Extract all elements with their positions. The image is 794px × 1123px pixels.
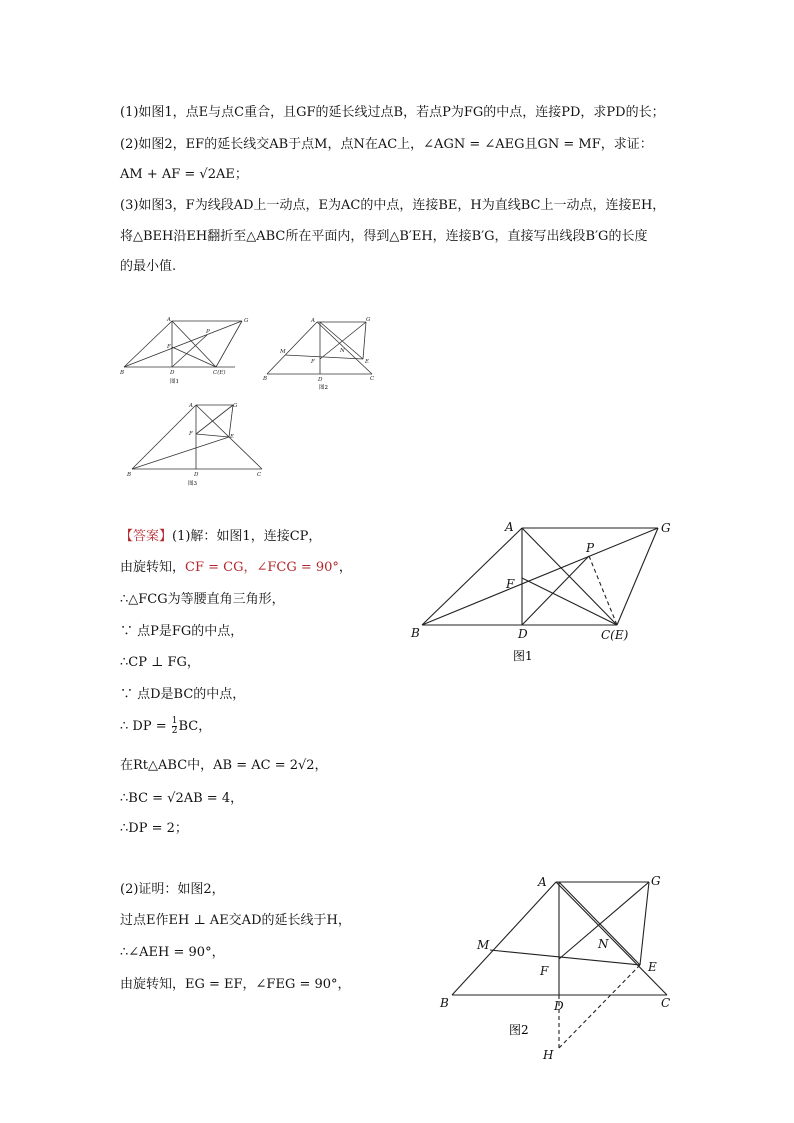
- small-figure-1: [118, 315, 258, 390]
- answer-line-9: ∴BC = √2AB = 4，: [120, 791, 244, 806]
- label-g: G: [244, 318, 249, 324]
- label-e: E: [230, 434, 235, 440]
- label-m: M: [477, 938, 490, 952]
- label-p: P: [586, 541, 595, 555]
- question-3-line-2: 将△BEH沿EH翻折至△ABC所在平面内，得到△B′EH，连接B′G，直接写出线段B′G的长度: [120, 229, 648, 244]
- label-a: A: [538, 875, 547, 889]
- question-3-line-3: 的最小值.: [120, 259, 177, 274]
- label-a: A: [189, 403, 193, 409]
- answer-line-12: 过点E作EH ⊥ AE交AD的延长线于H，: [120, 913, 351, 928]
- label-g: G: [233, 403, 238, 409]
- caption-figure-2: 图2: [509, 1023, 529, 1037]
- big-figure-2: [435, 868, 680, 1068]
- label-b: B: [120, 370, 125, 376]
- label-c: C: [661, 996, 671, 1010]
- label-p: P: [206, 329, 210, 335]
- answer-line-2: [120, 559, 352, 577]
- label-f: F: [167, 344, 171, 350]
- label-g: G: [366, 317, 371, 323]
- small-figure-3: [125, 398, 270, 490]
- question-1: (1)如图1，点E与点C重合，且GF的延长线过点B，若点P为FG的中点，连接PD，求PD的长；: [120, 105, 665, 120]
- label-d: D: [518, 627, 528, 641]
- fraction-one-half: [172, 717, 178, 736]
- label-a: A: [311, 318, 315, 324]
- label-n: N: [598, 937, 609, 951]
- label-n: N: [340, 348, 345, 354]
- question-2-line-1: (2)如图2，EF的延长线交AB于点M，点N在AC上，∠AGN = ∠AEG且GN = MF，求证：: [120, 137, 653, 152]
- label-a: A: [167, 317, 171, 323]
- red-equation: CF = CG，∠FCG = 90°: [185, 560, 339, 575]
- label-b: B: [440, 996, 449, 1010]
- answer-line-6: ∵ 点D是BC的中点，: [120, 687, 246, 702]
- text-prefix: 由旋转知，: [120, 560, 186, 575]
- label-b: B: [411, 626, 420, 640]
- answer-line-8: 在Rt△ABC中，AB = AC = 2√2，: [120, 758, 328, 773]
- answer-part-1-intro: (1)解：如图1，连接CP，: [172, 529, 322, 544]
- label-c: C: [257, 472, 262, 478]
- answer-line-10: ∴DP = 2；: [120, 821, 188, 836]
- fraction-denominator: 2: [171, 726, 178, 736]
- text-suffix: ，: [338, 560, 352, 575]
- label-m: M: [280, 349, 286, 355]
- answer-line-14: 由旋转知，EG = EF，∠FEG = 90°，: [120, 977, 351, 992]
- label-c: C: [370, 376, 375, 382]
- label-f: F: [189, 431, 193, 437]
- label-g: G: [661, 521, 671, 535]
- label-d: D: [318, 377, 323, 383]
- label-f: F: [311, 359, 315, 365]
- caption-figure-1: 图1: [170, 379, 179, 385]
- answer-line-11: (2)证明：如图2，: [120, 882, 225, 897]
- label-b: B: [263, 376, 268, 382]
- label-e: E: [365, 359, 370, 365]
- answer-line-7: [120, 717, 211, 736]
- text-prefix: ∴ DP =: [120, 719, 171, 734]
- label-ce: C(E): [601, 628, 629, 642]
- label-f: F: [540, 964, 549, 978]
- caption-figure-1: 图1: [513, 649, 533, 663]
- caption-figure-3: 图3: [188, 481, 197, 487]
- answer-line-13: ∴∠AEH = 90°，: [120, 945, 225, 960]
- small-figure-2: [262, 313, 382, 393]
- label-g: G: [651, 874, 661, 888]
- big-figure-1: [405, 515, 685, 665]
- answer-line-4: ∵ 点P是FG的中点，: [120, 624, 244, 639]
- fraction-numerator: 1: [171, 716, 178, 726]
- label-b: B: [127, 472, 132, 478]
- label-d: D: [194, 472, 199, 478]
- answer-line-3: ∴△FCG为等腰直角三角形，: [120, 592, 285, 607]
- question-2-line-2: AM + AF = √2AE；: [120, 167, 248, 182]
- label-a: A: [505, 520, 514, 534]
- question-3-line-1: (3)如图3，F为线段AD上一动点，E为AC的中点，连接BE，H为直线BC上一动点，连接EH，: [120, 198, 666, 213]
- label-f: F: [506, 577, 515, 591]
- label-d: D: [554, 999, 564, 1013]
- label-e: E: [648, 960, 657, 974]
- answer-line-5: ∴CP ⊥ FG，: [120, 655, 200, 670]
- caption-figure-2: 图2: [319, 385, 328, 391]
- text-suffix: BC，: [178, 719, 212, 734]
- label-d: D: [170, 370, 175, 376]
- label-ce: C(E): [213, 370, 226, 376]
- label-h: H: [543, 1048, 554, 1062]
- answer-line-1: [120, 528, 321, 546]
- answer-heading: 【答案】: [120, 529, 173, 544]
